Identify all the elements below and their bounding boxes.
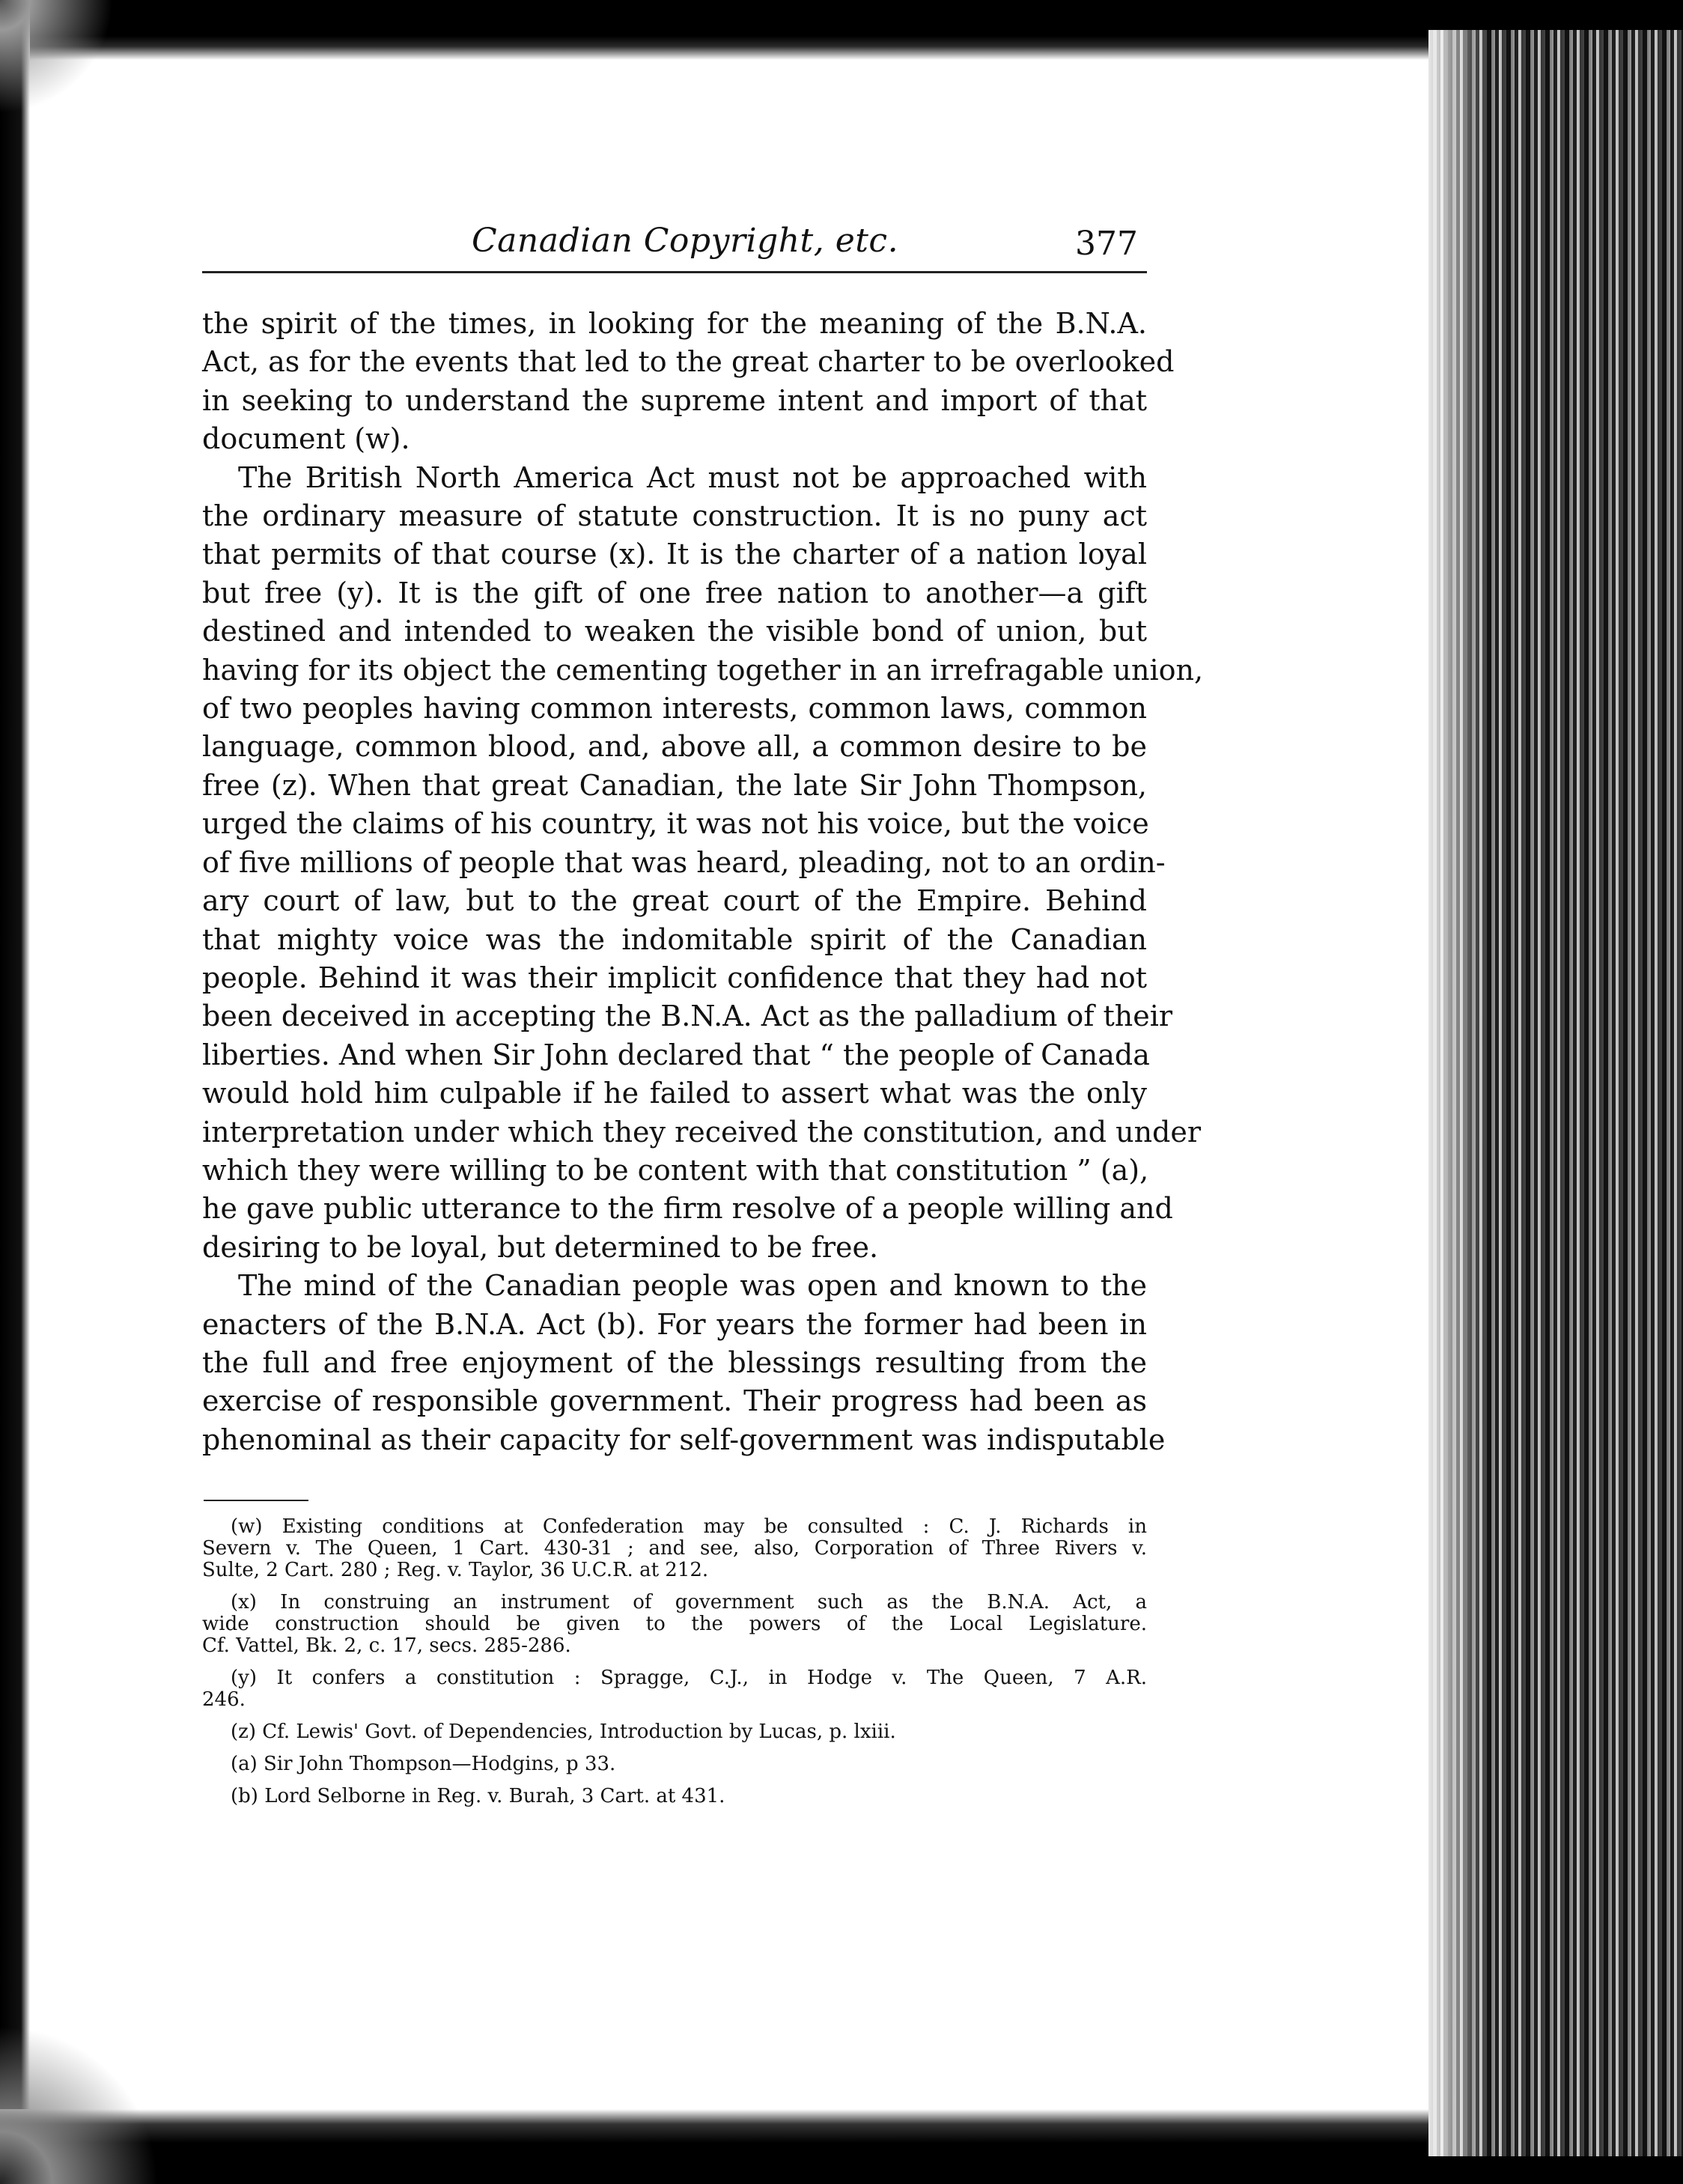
text-line: free (z). When that great Canadian, the late Sir John Thompson, [202,768,1147,802]
text-line: the ordinary measure of statute construction. It is no puny act [202,499,1147,533]
text-line: the spirit of the times, in looking for the meaning of the B.N.A. [202,307,1147,340]
footnote-line: Severn v. The Queen, 1 Cart. 430-31 ; and see, also, Corporation of Three Rivers v. [202,1537,1147,1560]
footnote-line: wide construction should be given to the powers of the Local Legislature. [202,1613,1147,1635]
footnote-line: (b) Lord Selborne in Reg. v. Burah, 3 Cart. at 431. [231,1785,725,1807]
text-line: ary court of law, but to the great court of the Empire. Behind [202,884,1147,918]
text-line: in seeking to understand the supreme intent and import of that [202,383,1147,417]
footnote-y [202,1667,1147,1711]
paragraph-1 [202,305,1175,459]
text-line: he gave public utterance to the firm resolve of a people willing and [202,1192,1173,1226]
running-head [202,217,1145,277]
text-line: The British North America Act must not be approached with [238,460,1147,494]
text-line: desiring to be loyal, but determined to be free. [202,1230,879,1264]
footnote-line: (x) In construing an instrument of government such as the B.N.A. Act, a [231,1591,1147,1613]
text-line: the full and free enjoyment of the blessings resulting from the [202,1345,1147,1379]
text-line: exercise of responsible government. Their progress had been as [202,1384,1147,1418]
footnotes [202,1516,1147,1818]
footnote-w [202,1516,1147,1581]
footnote-b [202,1786,1147,1807]
footnote-line: (w) Existing conditions at Confederation may be consulted : C. J. Richards in [231,1515,1147,1538]
text-line: document (w). [202,422,410,456]
page-number: 377 [1075,225,1138,263]
text-line: phenominal as their capacity for self-government was indisputable [202,1423,1166,1456]
footnote-line: 246. [202,1688,246,1711]
footnote-line: (z) Cf. Lewis' Govt. of Dependencies, Introduction by Lucas, p. lxiii. [231,1721,896,1743]
footnote-rule [204,1500,308,1501]
header-rule [202,271,1147,273]
footnote-x [202,1592,1147,1657]
text-line: would hold him culpable if he failed to assert what was the only [202,1077,1147,1110]
text-line: enacters of the B.N.A. Act (b). For years the former had been in [202,1307,1147,1341]
running-title: Canadian Copyright, etc. [472,222,899,260]
text-line: urged the claims of his country, it was not his voice, but the voice [202,807,1149,841]
footnote-line: Sulte, 2 Cart. 280 ; Reg. v. Taylor, 36 U.C.R. at 212. [202,1559,709,1581]
text-line: of two peoples having common interests, common laws, common [202,692,1147,726]
footnote-line: (a) Sir John Thompson—Hodgins, p 33. [231,1753,616,1775]
paragraph-2 [202,459,1204,1268]
footnote-a [202,1753,1147,1775]
text-line: that mighty voice was the indomitable spirit of the Canadian [202,922,1147,956]
text-line: The mind of the Canadian people was open and known to the [238,1269,1147,1303]
paragraph-3 [202,1267,1166,1459]
footnote-line: Cf. Vattel, Bk. 2, c. 17, secs. 285-286. [202,1634,571,1657]
text-line: been deceived in accepting the B.N.A. Act as the palladium of their [202,1000,1173,1033]
body-text [202,305,1204,1459]
scan-corner-shadow [0,0,120,135]
text-line: having for its object the cementing together in an irrefragable union, [202,653,1204,687]
text-line: Act, as for the events that led to the great charter to be overlooked [202,345,1175,379]
text-line: of five millions of people that was heard, pleading, not to an ordin- [202,845,1166,879]
text-line: destined and intended to weaken the visible bond of union, but [202,615,1147,648]
text-line: people. Behind it was their implicit confidence that they had not [202,961,1147,994]
text-line: which they were willing to be content with that constitution ” (a), [202,1153,1149,1187]
text-line: liberties. And when Sir John declared that “ the people of Canada [202,1038,1150,1071]
text-line: but free (y). It is the gift of one free nation to another—a gift [202,576,1147,609]
footnote-line: (y) It confers a constitution : Spragge, C.J., in Hodge v. The Queen, 7 A.R. [231,1667,1147,1689]
scan-corner-shadow [0,2012,165,2184]
text-line: interpretation under which they received the constitution, and under [202,1115,1202,1149]
text-line: language, common blood, and, above all, a common desire to be [202,730,1147,764]
book-page-edges [1428,30,1683,2156]
footnote-z [202,1721,1147,1743]
text-line: that permits of that course (x). It is the charter of a nation loyal [202,538,1147,571]
scan-border-left [0,0,30,2184]
